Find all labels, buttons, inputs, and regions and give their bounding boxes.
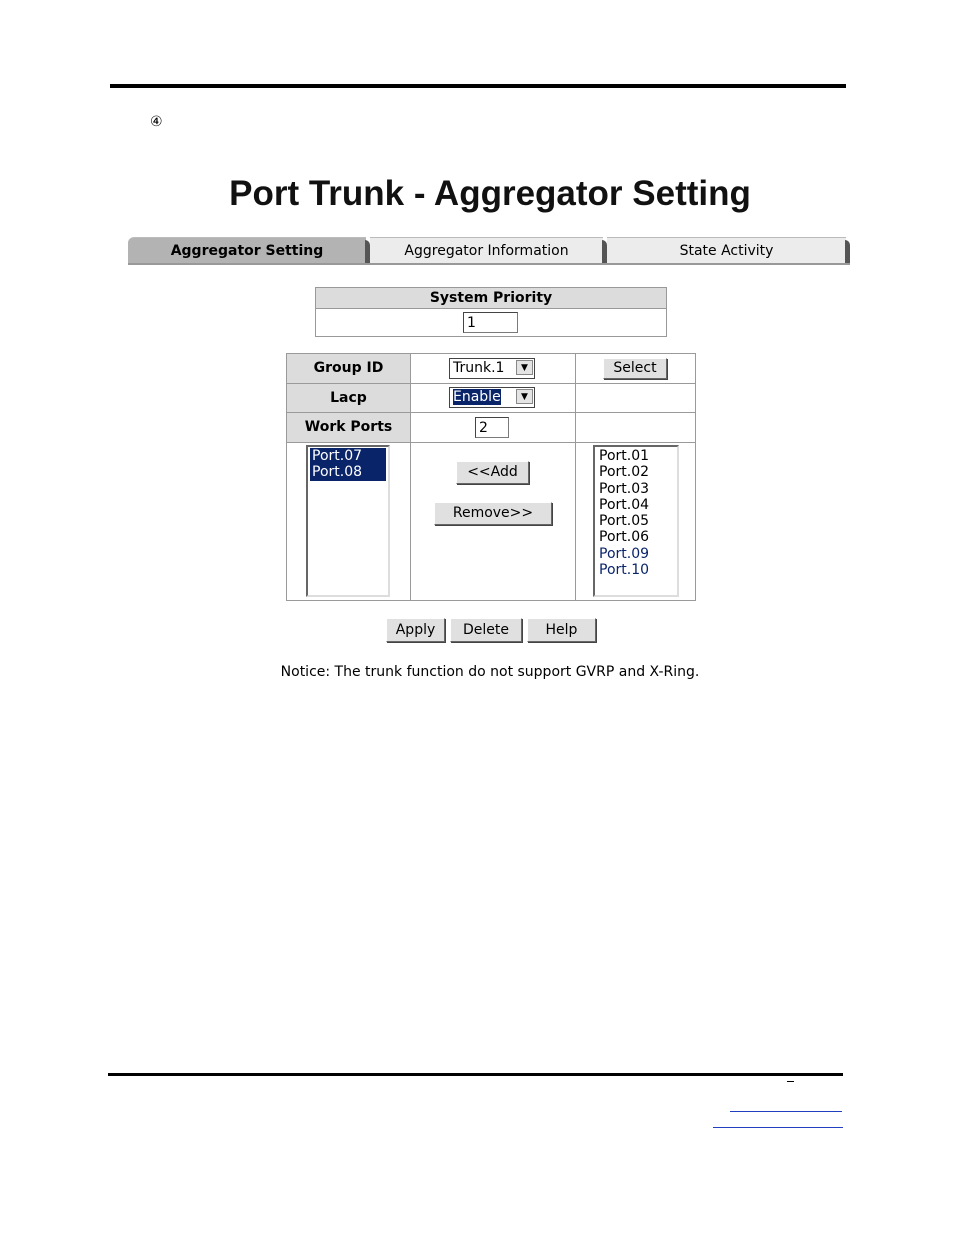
page-title: Port Trunk - Aggregator Setting — [229, 174, 751, 213]
grid-line — [287, 383, 695, 384]
footer-link-underline[interactable] — [713, 1127, 843, 1128]
work-ports-label: Work Ports — [287, 413, 410, 442]
lacp-value: Enable — [453, 389, 501, 405]
list-item[interactable]: Port.10 — [599, 562, 650, 579]
tab-label: State Activity — [679, 243, 774, 259]
available-ports-list[interactable] — [593, 445, 679, 597]
bottom-rule — [108, 1073, 843, 1076]
add-button[interactable]: <<Add — [456, 461, 529, 484]
notice-text: Notice: The trunk function do not support GVRP and X-Ring. — [280, 664, 700, 680]
group-id-label: Group ID — [287, 354, 410, 383]
step-marker: ④ — [150, 114, 163, 130]
list-item[interactable]: Port.03 — [599, 480, 650, 497]
list-item[interactable]: Port.04 — [599, 496, 650, 513]
remove-button[interactable]: Remove>> — [434, 502, 552, 525]
tab-divider — [845, 240, 850, 264]
footer-dash — [787, 1081, 794, 1082]
grid-line — [575, 354, 576, 600]
member-ports-list[interactable] — [306, 445, 390, 597]
system-priority-input[interactable]: 1 — [463, 312, 518, 333]
list-item[interactable]: Port.01 — [599, 448, 650, 464]
apply-button[interactable]: Apply — [386, 618, 445, 642]
trunk-config-table — [286, 353, 696, 601]
tab-state-activity[interactable] — [607, 237, 846, 263]
delete-button[interactable]: Delete — [450, 618, 522, 642]
group-id-value: Trunk.1 — [453, 360, 505, 376]
lacp-label: Lacp — [287, 384, 410, 412]
grid-line — [287, 442, 695, 443]
grid-line — [287, 412, 695, 413]
lacp-select[interactable] — [449, 387, 535, 408]
select-button[interactable]: Select — [603, 358, 667, 379]
list-item[interactable]: Port.07 — [310, 448, 386, 464]
list-item[interactable]: Port.02 — [599, 464, 650, 481]
group-id-select[interactable] — [449, 358, 535, 379]
list-item[interactable]: Port.05 — [599, 513, 650, 530]
system-priority-label: System Priority — [316, 288, 666, 309]
chevron-down-icon: ▼ — [516, 360, 533, 375]
tab-label: Aggregator Information — [404, 243, 569, 259]
work-ports-input[interactable]: 2 — [475, 417, 509, 438]
chevron-down-icon: ▼ — [516, 389, 533, 404]
tab-label: Aggregator Setting — [170, 243, 324, 259]
list-item[interactable]: Port.08 — [310, 464, 386, 480]
tab-aggregator-setting[interactable] — [128, 237, 366, 263]
tab-underline — [128, 263, 850, 265]
list-item[interactable]: Port.06 — [599, 529, 650, 546]
tab-aggregator-information[interactable] — [370, 237, 603, 263]
system-priority-panel — [315, 287, 667, 337]
footer-link-underline[interactable] — [730, 1111, 842, 1112]
grid-line — [410, 354, 411, 600]
help-button[interactable]: Help — [527, 618, 596, 642]
top-rule — [110, 84, 846, 88]
tab-bar — [128, 237, 850, 265]
list-item[interactable]: Port.09 — [599, 545, 650, 562]
